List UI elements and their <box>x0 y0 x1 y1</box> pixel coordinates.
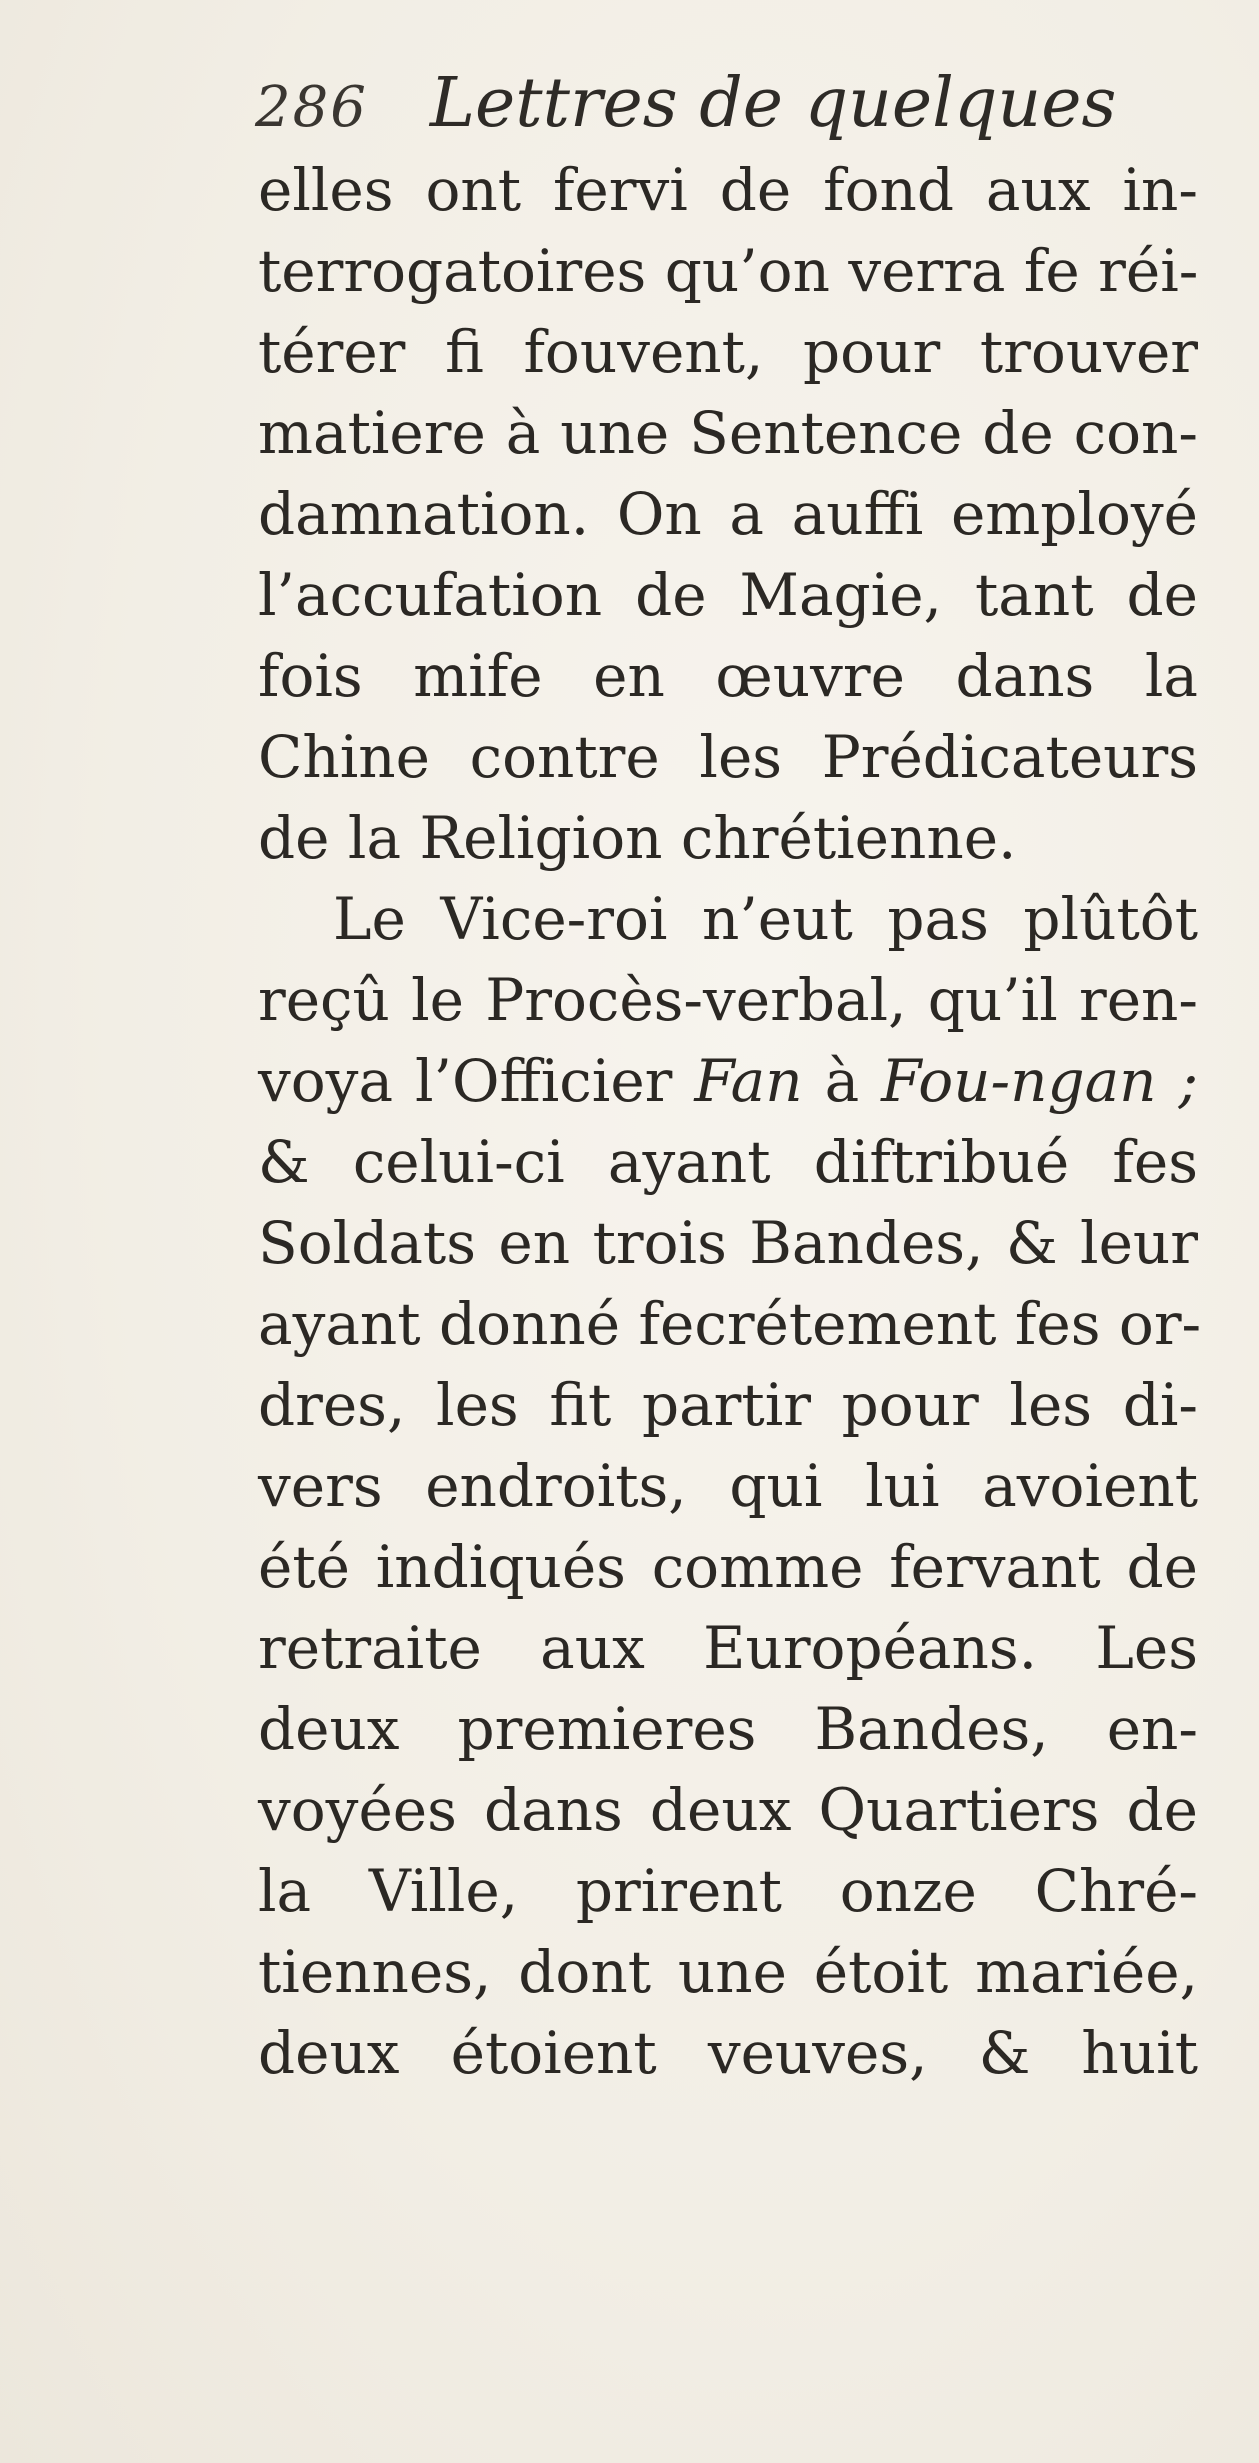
text-line: vers endroits, qui lui avoient <box>258 1452 1198 1520</box>
text-line: reçû le Procès-verbal, qu’il ren- <box>258 966 1198 1034</box>
text-line: ayant donné fecrétement fes or- <box>258 1290 1202 1358</box>
text-line: térer fi fouvent, pour trouver <box>258 318 1198 386</box>
text-line: retraite aux Européans. Les <box>258 1614 1198 1682</box>
paragraph-start-line: Le Vice-roi n’eut pas plûtôt <box>333 885 1198 953</box>
running-title: Lettres de quelques <box>429 64 1117 143</box>
italic-name-fan: Fan <box>694 1047 803 1115</box>
text-line: été indiqués comme fervant de <box>258 1533 1198 1601</box>
text-line: terrogatoires qu’on verra fe réi- <box>258 237 1199 305</box>
text-line: & celui-ci ayant diftribué fes <box>258 1128 1198 1196</box>
text-line-with-italics <box>258 1041 1198 1122</box>
text-line: matiere à une Sentence de con- <box>258 399 1198 467</box>
text-line: fois mife en œuvre dans la <box>258 642 1198 710</box>
text-line: dres, les fit partir pour les di- <box>258 1371 1198 1439</box>
text-segment: voya l’Officier <box>258 1047 695 1115</box>
text-line: Chine contre les Prédicateurs <box>258 723 1198 791</box>
page-header <box>255 64 1116 144</box>
page-number: 286 <box>255 75 368 140</box>
text-line: deux premieres Bandes, en- <box>258 1695 1198 1763</box>
text-line: voyées dans deux Quartiers de <box>258 1776 1198 1844</box>
text-line: la Ville, prirent onze Chré- <box>258 1857 1198 1925</box>
text-line: de la Religion chrétienne. <box>258 804 1017 872</box>
body-text <box>258 150 1202 2094</box>
text-line: l’accufation de Magie, tant de <box>258 561 1198 629</box>
text-line: tiennes, dont une étoit mariée, <box>258 1938 1198 2006</box>
text-line: deux étoient veuves, & huit <box>258 2019 1198 2087</box>
text-line: damnation. On a auffi employé <box>258 480 1198 548</box>
italic-place-fou-ngan: Fou-ngan ; <box>881 1047 1199 1115</box>
text-line: elles ont fervi de fond aux in- <box>258 156 1198 224</box>
text-line: Soldats en trois Bandes, & leur <box>258 1209 1198 1277</box>
text-segment: à <box>802 1047 882 1115</box>
